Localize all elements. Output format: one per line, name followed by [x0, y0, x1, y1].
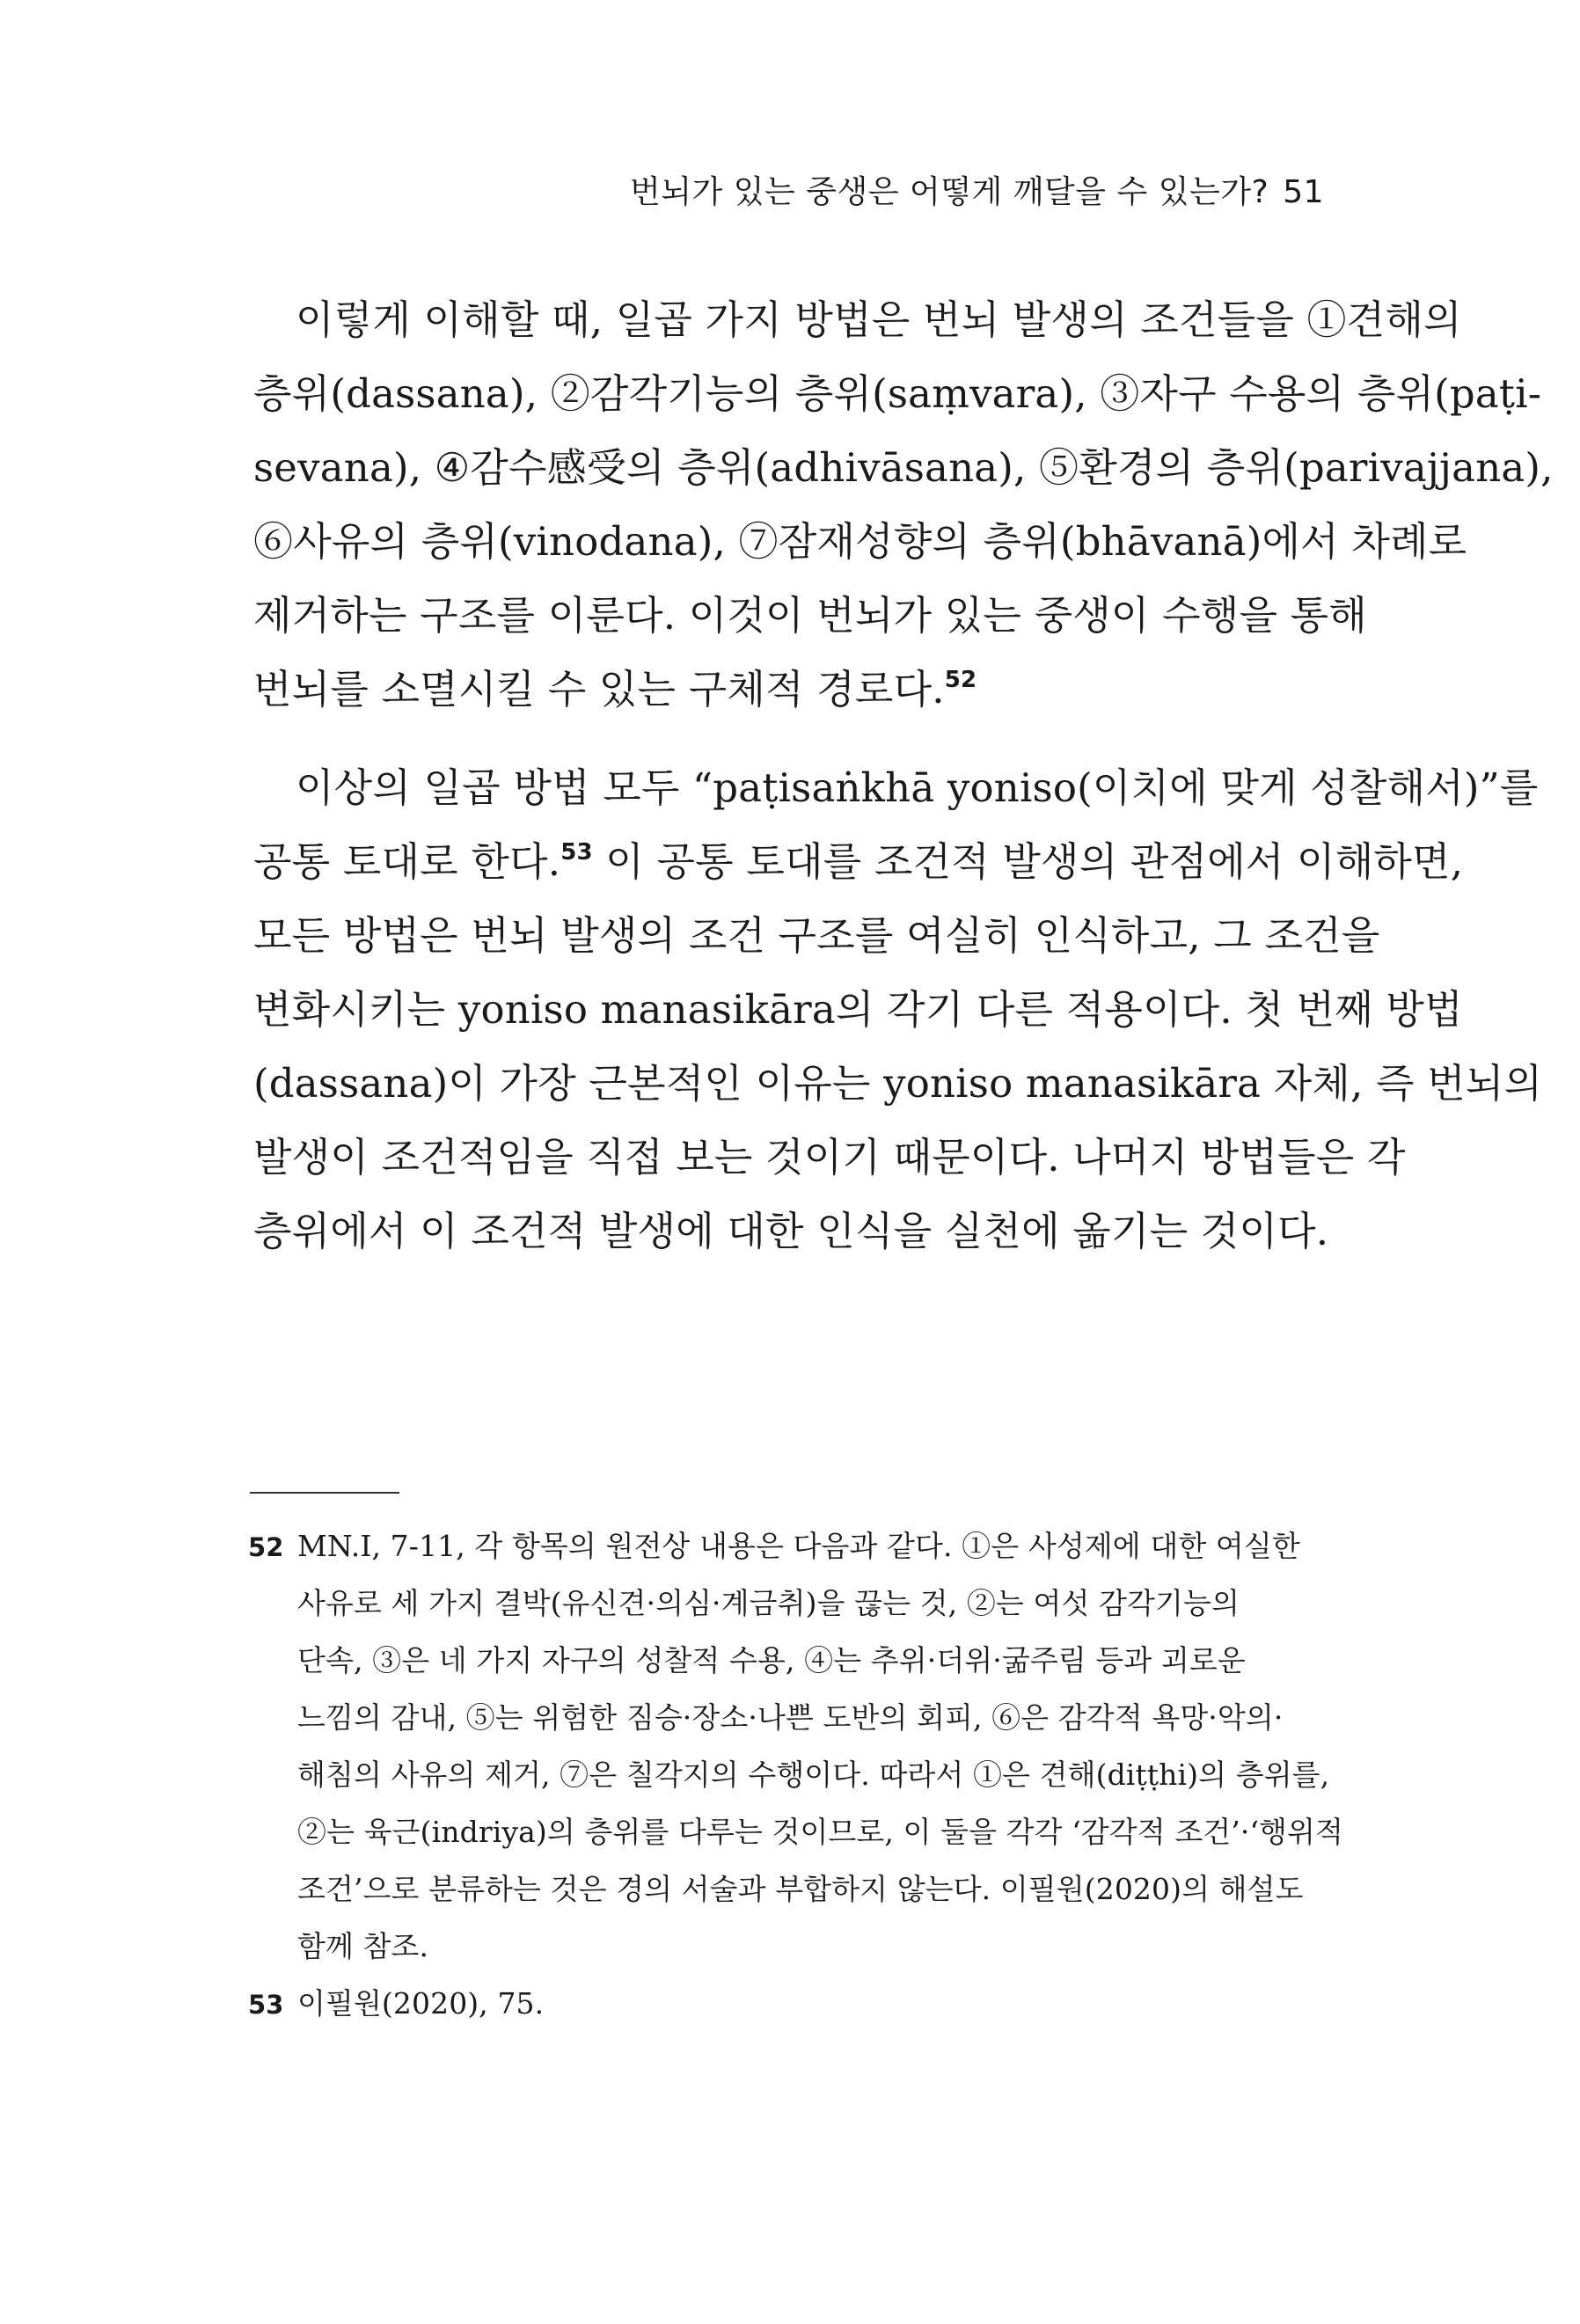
footnote-line	[248, 1975, 1323, 2032]
running-header-title: 번뇌가 있는 중생은 어떻게 깨달을 수 있는가?	[629, 174, 1269, 210]
paragraph-line: sevana), ④감수感受의 층위(adhivāsana), ⑤환경의 층위(parivajjana),	[253, 444, 1554, 491]
footnote-line: 사유로 세 가지 결박(유신견·의심·계금취)을 끊는 것, ②는 여섯 감각기능의	[297, 1586, 1240, 1620]
footnote-52	[248, 1517, 1343, 1975]
footnote-53	[248, 1975, 1323, 2032]
paragraph-line: ⑥사유의 층위(vinodana), ⑦잠재성향의 층위(bhāvanā)에서 차례로	[253, 518, 1467, 565]
footnote-line	[248, 1517, 1323, 1575]
footnote-line-text: 이필원(2020), 75.	[297, 1986, 545, 2021]
paragraph-line-text: 이 공통 토대를 조건적 발생의 관점에서 이해하면,	[592, 838, 1464, 885]
footnotes	[248, 1517, 1343, 2032]
paragraph-1	[253, 283, 1554, 727]
footnote-line: 단속, ③은 네 가지 자구의 성찰적 수용, ④는 추위·더위·굶주림 등과 괴로운	[297, 1643, 1246, 1677]
footnote-line: 함께 참조.	[297, 1929, 429, 1963]
footnote-line: 조건’으로 분류하는 것은 경의 서술과 부합하지 않는다. 이필원(2020)의 해설도	[297, 1872, 1304, 1906]
paragraph-line: 변화시키는 yoniso manasikāra의 각기 다른 적용이다. 첫 번째 방법	[253, 986, 1463, 1033]
page-number: 51	[1283, 174, 1324, 210]
paragraph-line	[253, 653, 1321, 727]
footnote-number: 52	[248, 1532, 284, 1562]
paragraph-line: 발생이 조건적임을 직접 보는 것이기 때문이다. 나머지 방법들은 각	[253, 1134, 1406, 1180]
paragraph-line-text: 공통 토대로 한다.	[253, 838, 561, 885]
paragraph-line-text: 번뇌를 소멸시킬 수 있는 구체적 경로다.	[253, 666, 945, 713]
footnote-ref-52[interactable]: 52	[944, 667, 977, 693]
paragraph-2	[253, 751, 1543, 1268]
paragraph-line: 층위에서 이 조건적 발생에 대한 인식을 실천에 옮기는 것이다.	[253, 1208, 1329, 1254]
footnote-divider	[250, 1492, 399, 1494]
footnote-line: ②는 육근(indriya)의 층위를 다루는 것이므로, 이 둘을 각각 ‘감각적 조건’·‘행위적	[297, 1815, 1343, 1849]
running-header	[630, 172, 1324, 213]
footnote-ref-53[interactable]: 53	[560, 839, 593, 866]
paragraph-line	[253, 825, 1464, 899]
paragraph-line: (dassana)이 가장 근본적인 이유는 yoniso manasikāra 자체, 즉 번뇌의	[253, 1060, 1543, 1107]
footnote-line: 느낌의 감내, ⑤는 위험한 짐승·장소·나쁜 도반의 회피, ⑥은 감각적 욕망·악의·	[297, 1700, 1284, 1735]
paragraph-line: 이상의 일곱 방법 모두 “paṭisaṅkhā yoniso(이치에 맞게 성찰해서)”를	[296, 764, 1539, 811]
paragraph-line: 층위(dassana), ②감각기능의 층위(saṃvara), ③자구 수용의 층위(paṭi-	[253, 370, 1542, 417]
paragraph-line: 모든 방법은 번뇌 발생의 조건 구조를 여실히 인식하고, 그 조건을	[253, 912, 1380, 959]
footnote-line-text: MN.I, 7-11, 각 항목의 원전상 내용은 다음과 같다. ①은 사성제에 대한 여실한	[297, 1529, 1300, 1563]
footnote-line: 해침의 사유의 제거, ⑦은 칠각지의 수행이다. 따라서 ①은 견해(diṭṭhi)의 층위를,	[297, 1758, 1330, 1792]
footnote-number: 53	[248, 1990, 284, 2020]
paragraph-line: 이렇게 이해할 때, 일곱 가지 방법은 번뇌 발생의 조건들을 ①견해의	[296, 296, 1462, 343]
paragraph-line: 제거하는 구조를 이룬다. 이것이 번뇌가 있는 중생이 수행을 통해	[253, 592, 1367, 639]
